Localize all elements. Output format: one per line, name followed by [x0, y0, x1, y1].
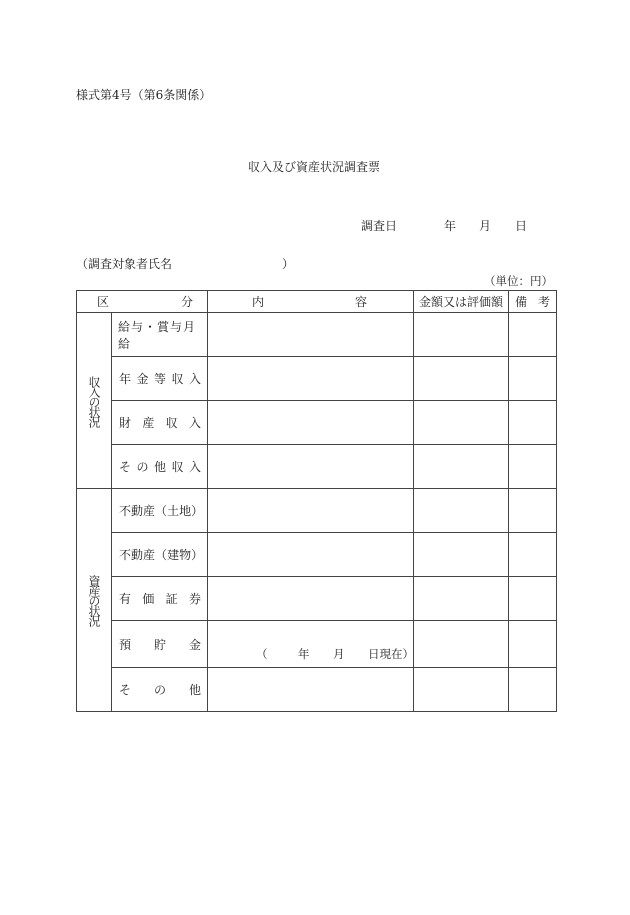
- amount-cell[interactable]: [414, 621, 509, 668]
- amount-cell[interactable]: [414, 445, 509, 489]
- remarks-cell[interactable]: [509, 621, 557, 668]
- row-label-savings: 預 貯 金: [112, 621, 208, 668]
- row-label-securities: 有 価 証 券: [112, 577, 208, 621]
- remarks-cell[interactable]: [509, 533, 557, 577]
- amount-cell[interactable]: [414, 533, 509, 577]
- content-cell[interactable]: [208, 401, 414, 445]
- table-row: [77, 401, 557, 445]
- remarks-cell[interactable]: [509, 489, 557, 533]
- table-row: [77, 357, 557, 401]
- content-cell-savings[interactable]: [208, 621, 414, 668]
- remarks-cell[interactable]: [509, 668, 557, 712]
- table-row: [77, 668, 557, 712]
- table-row: [77, 445, 557, 489]
- content-cell[interactable]: [208, 577, 414, 621]
- survey-date-label: 調査日: [361, 219, 398, 233]
- group-label-income: 収入の状況: [77, 313, 112, 489]
- amount-cell[interactable]: [414, 401, 509, 445]
- remarks-cell[interactable]: [509, 401, 557, 445]
- table-row: [77, 621, 557, 668]
- row-label-other-income: そ の 他 収 入: [112, 445, 208, 489]
- amount-cell[interactable]: [414, 668, 509, 712]
- table-header-row: [77, 291, 557, 313]
- amount-cell[interactable]: [414, 357, 509, 401]
- survey-date-year[interactable]: 年: [444, 219, 457, 233]
- content-cell[interactable]: [208, 313, 414, 357]
- row-label-other-assets: そ の 他: [112, 668, 208, 712]
- content-cell[interactable]: [208, 668, 414, 712]
- unit-label: （単位：円）: [484, 274, 553, 288]
- survey-date-month[interactable]: 月: [479, 219, 492, 233]
- row-label-salary: 給与・賞与月給: [112, 313, 208, 357]
- content-cell[interactable]: [208, 533, 414, 577]
- document-title: 収入及び資産状況調査票: [248, 160, 381, 174]
- row-label-real-estate-land: 不 動 産 （ 土 地 ）: [112, 489, 208, 533]
- form-number: 様式第4号（第6条関係）: [76, 88, 212, 102]
- amount-cell[interactable]: [414, 489, 509, 533]
- remarks-cell[interactable]: [509, 445, 557, 489]
- survey-date-day[interactable]: 日: [515, 219, 528, 233]
- row-label-real-estate-building: 不 動 産 （ 建 物 ）: [112, 533, 208, 577]
- subject-name-close: ）: [282, 257, 295, 271]
- group-label-assets: 資産の状況: [77, 489, 112, 712]
- header-remarks: 備 考: [509, 291, 557, 313]
- remarks-cell[interactable]: [509, 313, 557, 357]
- subject-name-field[interactable]: [165, 252, 280, 270]
- remarks-cell[interactable]: [509, 357, 557, 401]
- table-row: [77, 489, 557, 533]
- row-label-property-income: 財 産 収 入: [112, 401, 208, 445]
- table-row: [77, 577, 557, 621]
- table-row: [77, 533, 557, 577]
- income-asset-table: [76, 290, 557, 712]
- content-cell[interactable]: [208, 445, 414, 489]
- subject-name-label: （調査対象者氏名: [76, 257, 173, 271]
- amount-cell[interactable]: [414, 313, 509, 357]
- row-label-pension: 年 金 等 収 入: [112, 357, 208, 401]
- header-category: 区 分: [77, 291, 208, 313]
- header-amount: 金額又は評価額: [414, 291, 509, 313]
- header-content: 内 容: [208, 291, 414, 313]
- deposit-as-of-date: （ 年 月 日現在）: [256, 647, 414, 661]
- table-row: [77, 313, 557, 357]
- content-cell[interactable]: [208, 357, 414, 401]
- remarks-cell[interactable]: [509, 577, 557, 621]
- content-cell[interactable]: [208, 489, 414, 533]
- amount-cell[interactable]: [414, 577, 509, 621]
